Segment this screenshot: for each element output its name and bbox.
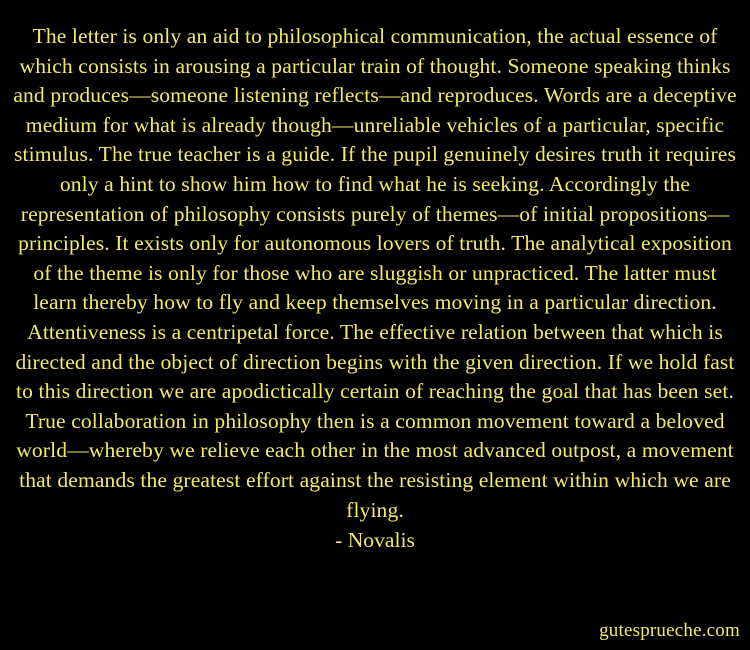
watermark: gutesprueche.com <box>599 620 740 641</box>
quote-attribution: - Novalis <box>335 528 415 553</box>
quote-text: The letter is only an aid to philosophical communication, the actual essence of which consists in arousing a particular train of thought. Someone speaking thinks and produces—someone listening reflects—and reproduces. Words are a deceptive medium for what is already though—unreliable vehicles of a particular, specific stimulus. The true teacher is a guide. If the pupil genuinely desires truth it requires only a hint to show him how to find what he is seeking. Accordingly the representation of philosophy consists purely of themes—of initial propositions—principles. It exists only for autonomous lovers of truth. The analytical exposition of the theme is only for those who are sluggish or unpracticed. The latter must learn thereby how to fly and keep themselves moving in a particular direction. Attentiveness is a centripetal force. The effective relation between that which is directed and the object of direction begins with the given direction. If we hold fast to this direction we are apodictically certain of reaching the goal that has been set. True collaboration in philosophy then is a common movement toward a beloved world—whereby we relieve each other in the most advanced outpost, a movement that demands the greatest effort against the resisting element within which we are flying. <box>13 24 737 522</box>
